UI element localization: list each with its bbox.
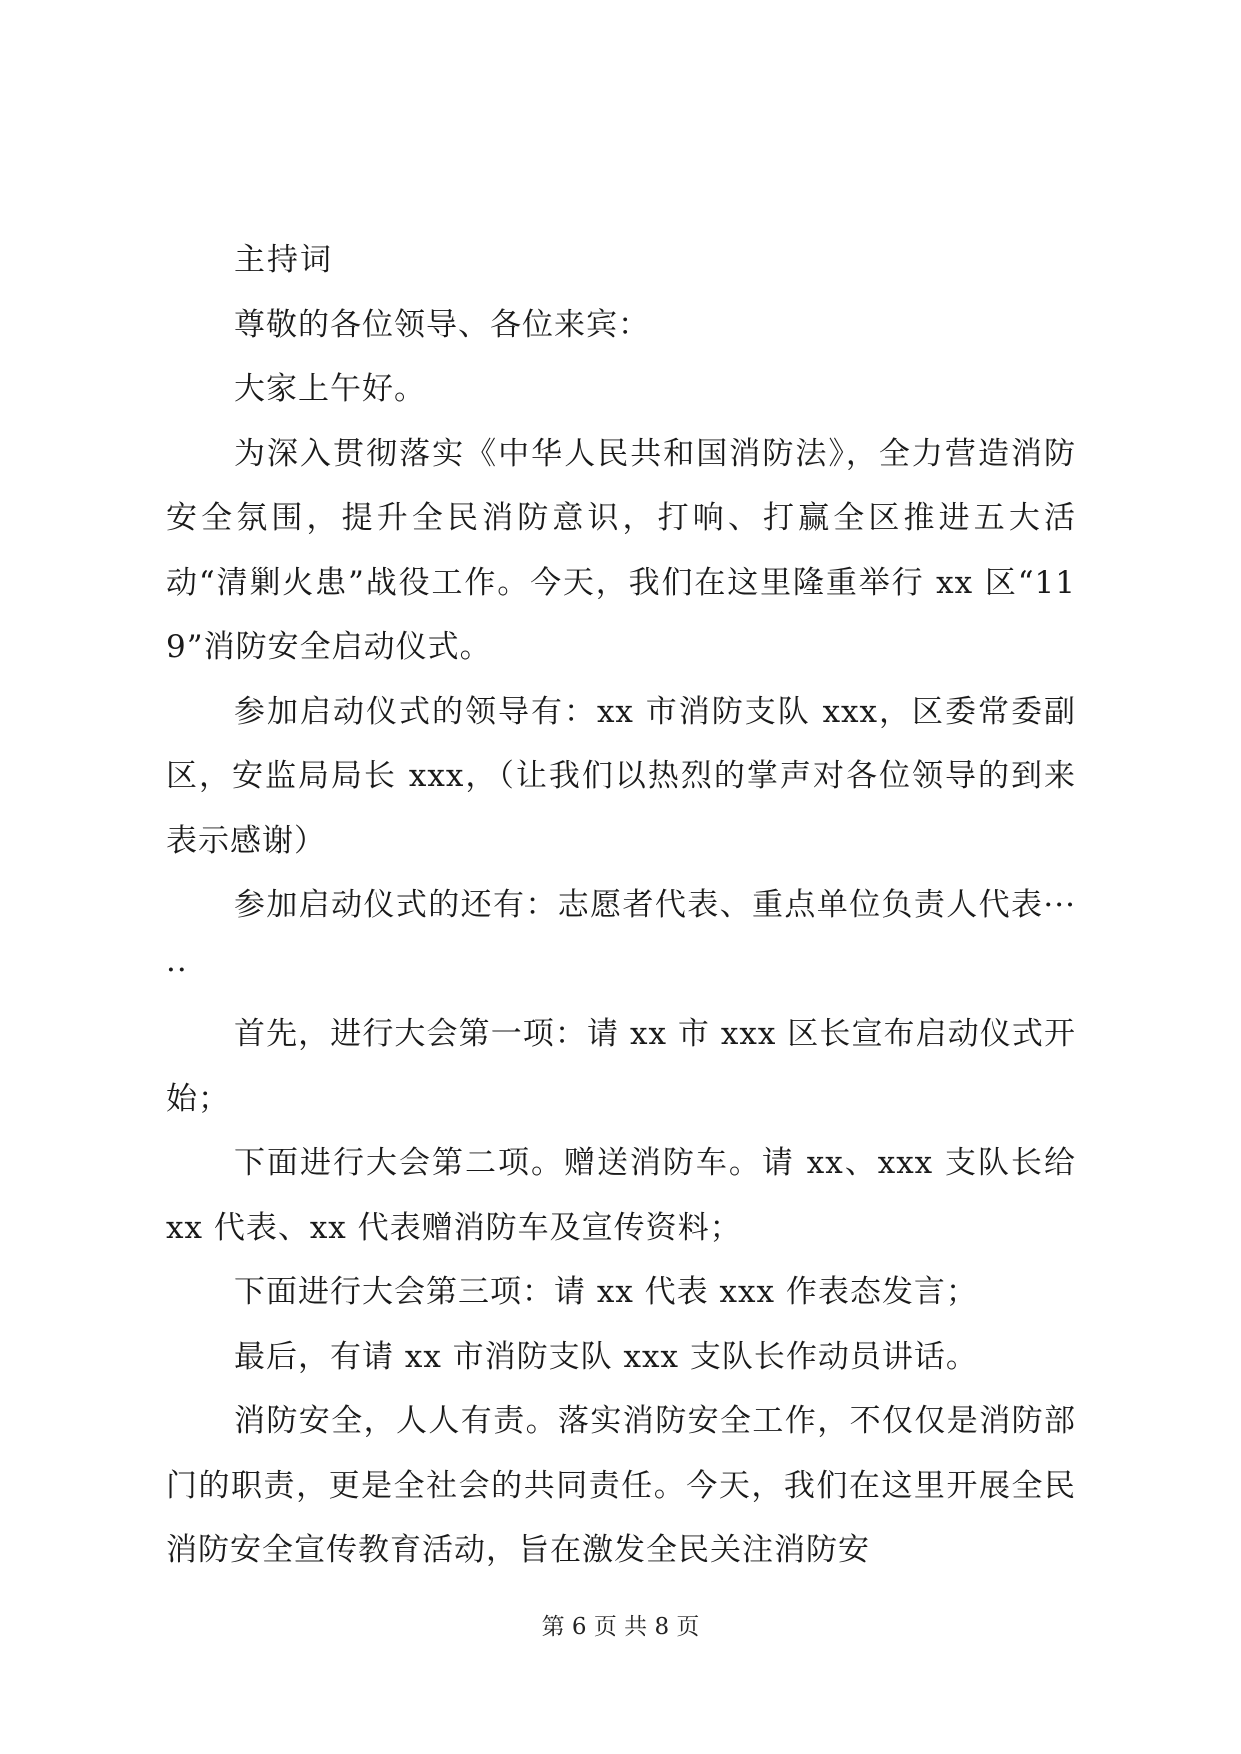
paragraph-item-one: 首先，进行大会第一项：请 xx 市 xxx 区长宣布启动仪式开始； [166,1016,1076,1117]
salutation: 尊敬的各位领导、各位来宾： [234,306,650,343]
document-title: 主持词 [234,242,333,278]
paragraph-item-three: 下面进行大会第三项：请 xx 代表 xxx 作表态发言； [234,1274,978,1310]
page-number-footer: 第 6 页 共 8 页 [541,1614,700,1640]
paragraph-purpose: 为深入贯彻落实《中华人民共和国消防法》，全力营造消防安全氛围，提升全民消防意识，打响、打赢全区推进五大活动“清剿火患”战役工作。今天，我们在这里隆重举行 xx 区“119”消防安全启动仪式。 [166,435,1076,665]
document-body [166,228,1076,1583]
paragraph-attendees: 参加启动仪式的还有：志愿者代表、重点单位负责人代表····· [166,887,1076,988]
paragraph-item-two: 下面进行大会第二项。赠送消防车。请 xx、xxx 支队长给 xx 代表、xx 代表赠消防车及宣传资料； [166,1145,1076,1246]
greeting: 大家上午好。 [234,371,426,407]
paragraph-closing: 消防安全，人人有责。落实消防安全工作，不仅仅是消防部门的职责，更是全社会的共同责任。今天，我们在这里开展全民消防安全宣传教育活动，旨在激发全民关注消防安 [166,1403,1076,1568]
paragraph-final-item: 最后，有请 xx 市消防支队 xxx 支队长作动员讲话。 [234,1338,978,1375]
paragraph-leaders: 参加启动仪式的领导有：xx 市消防支队 xxx，区委常委副区，安监局局长 xxx，（让我们以热烈的掌声对各位领导的到来表示感谢） [166,693,1076,859]
